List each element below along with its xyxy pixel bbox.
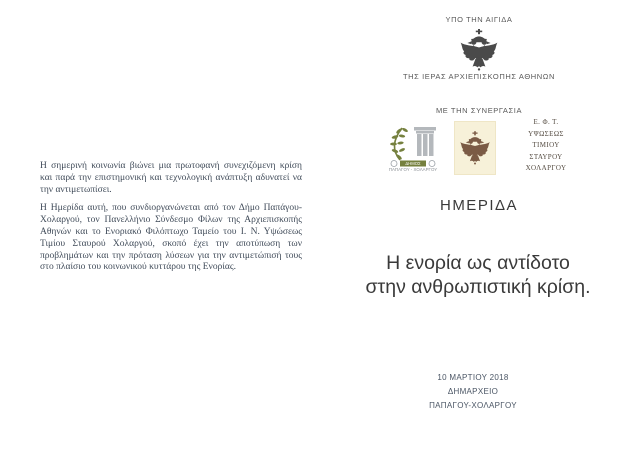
event-title-line1: Η ενορία ως αντίδοτο (386, 252, 570, 274)
event-title-line2: στην ανθρωπιστική κρίση. (365, 275, 591, 298)
event-details-block (318, 371, 628, 413)
parish-seal (454, 121, 496, 175)
olive-branch-icon (390, 127, 408, 160)
municipality-name-line1: ΔΗΜΟΣ (405, 161, 421, 166)
cover-page (318, 0, 640, 449)
event-venue-line2: ΠΑΠΑΓΟΥ-ΧΟΛΑΡΓΟΥ (429, 401, 517, 410)
eft-line-1: Ε. Φ. Τ. (533, 118, 559, 126)
archdiocese-eagle-icon (459, 29, 499, 71)
archdiocese-label: ΤΗΣ ΙΕΡΑΣ ΑΡΧΙΕΠΙΣΚΟΠΗΣ ΑΘΗΝΩΝ (402, 72, 556, 81)
cooperation-label: ΜΕ ΤΗΝ ΣΥΝΕΡΓΑΣΙΑ (435, 106, 523, 115)
event-date: 10 ΜΑΡΤΙΟΥ 2018 (437, 373, 509, 382)
municipality-name-line2: ΠΑΠΑΓΟΥ - ΧΟΛΑΡΓΟΥ (388, 167, 438, 172)
event-venue-line1: ΔΗΜΑΡΧΕΙΟ (447, 387, 499, 396)
eft-line-5: ΧΟΛΑΡΓΟΥ (525, 164, 567, 173)
aegis-label: ΥΠΟ ΤΗΝ ΑΙΓΙΔΑ (445, 15, 513, 24)
seal-left-icon (391, 161, 397, 167)
intro-paragraph-1: Η σημερινή κοινωνία βιώνει μια πρωτοφανή συνεχιζόμενη κρίση και παρά την επιστημονική και τεχνολογική ανάπτυξη αδυνατεί να την αντιμετωπίσει. (40, 161, 302, 195)
intro-text-block (40, 161, 302, 281)
parish-eagle-icon (459, 130, 491, 166)
event-title (308, 252, 640, 299)
eft-label-block (515, 117, 577, 175)
eft-line-3: ΤΙΜΙΟΥ (532, 141, 560, 150)
seal-right-icon (429, 161, 435, 167)
eft-line-4: ΣΤΑΥΡΟΥ (529, 152, 563, 161)
intro-paragraph-2: Η Ημερίδα αυτή, που συνδιοργανώνεται από τον Δήμο Παπάγου-Χολαργού, τον Πανελλήνιο Σύνδεσμο Φίλων της Αρχιεπισκοπής Αθηνών και το Ενοριακό Φιλόπτωχο Ταμείο του Ι. Ν. Υψώσεως Τιμίου Σταυρού Χολαργού, σκοπό έχει την αποτύπωση των προβλημάτων και την πρόταση λύσεων για την αντιμετώπισή τους στο πλαίσιο του κοινωνικού κυττάρου της Ενορίας. (40, 203, 302, 273)
doric-column-icon (414, 127, 436, 156)
event-type-heading: ΗΜΕΡΙΔΑ (439, 197, 519, 214)
eft-line-2: ΥΨΩΣΕΩΣ (528, 129, 564, 138)
municipality-logo (386, 122, 440, 172)
